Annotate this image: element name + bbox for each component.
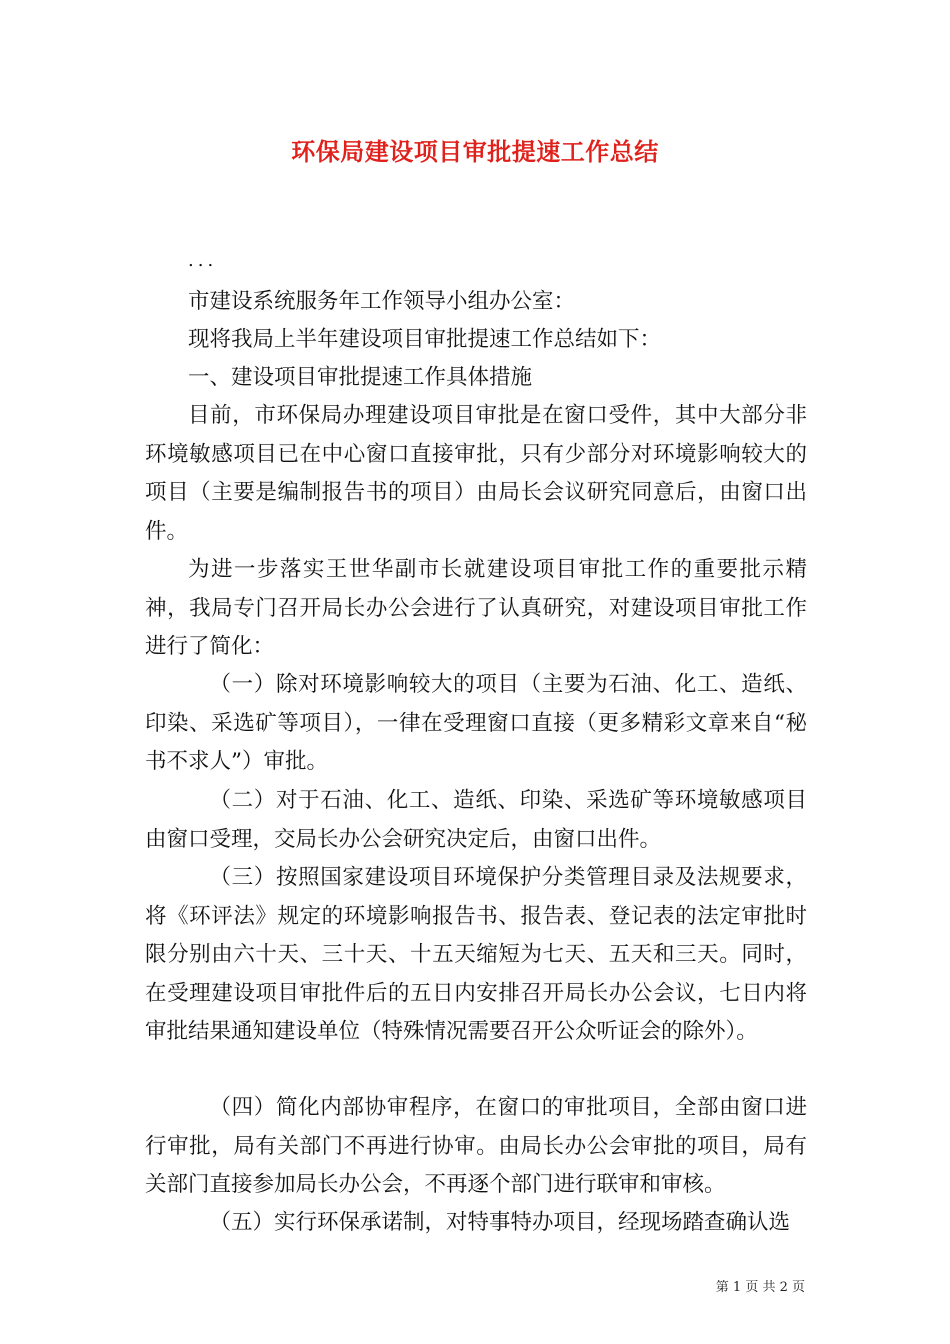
- list-item-3: （三）按照国家建设项目环境保护分类管理目录及法规要求，将《环评法》规定的环境影响报告书、报告表、登记表的法定审批时限分别由六十天、三十天、十五天缩短为七天、五天和三天。同时，在受理建设项目审批件后的五日内安排召开局长办公会议，七日内将审批结果通知建设单位（特殊情况需要召开公众听证会的除外）。: [145, 865, 807, 1044]
- list-item-4: （四）简化内部协审程序，在窗口的审批项目，全部由窗口进行审批，局有关部门不再进行协审。由局长办公会审批的项目，局有关部门直接参加局长办公会，不再逐个部门进行联审和审核。: [145, 1095, 807, 1197]
- list-item-2: （二）对于石油、化工、造纸、印染、采选矿等环境敏感项目由窗口受理，交局长办公会研究决定后，由窗口出件。: [145, 788, 807, 852]
- list-item-5: （五）实行环保承诺制，对特事特办项目，经现场踏查确认选: [209, 1210, 791, 1235]
- document-title: 环保局建设项目审批提速工作总结: [291, 137, 659, 166]
- list-item-1: （一）除对环境影响较大的项目（主要为石油、化工、造纸、印染、采选矿等项目），一律在受理窗口直接（更多精彩文章来自“秘书不求人”）审批。: [145, 672, 807, 774]
- section-heading-1: 一、建设项目审批提速工作具体措施: [188, 365, 533, 390]
- paragraph-intro: 现将我局上半年建设项目审批提速工作总结如下：: [188, 327, 662, 352]
- page-footer: 第 1 页 共 2 页: [715, 1280, 805, 1295]
- paragraph-simplification: 为进一步落实王世华副市长就建设项目审批工作的重要批示精神，我局专门召开局长办公会进行了认真研究，对建设项目审批工作进行了简化：: [145, 557, 807, 659]
- paragraph-addressee: 市建设系统服务年工作领导小组办公室：: [188, 289, 576, 314]
- paragraph-current-status: 目前，市环保局办理建设项目审批是在窗口受件，其中大部分非环境敏感项目已在中心窗口直接审批，只有少部分对环境影响较大的项目（主要是编制报告书的项目）由局长会议研究同意后，由窗口出件。: [145, 403, 807, 544]
- ellipsis-marker: ...: [188, 250, 218, 271]
